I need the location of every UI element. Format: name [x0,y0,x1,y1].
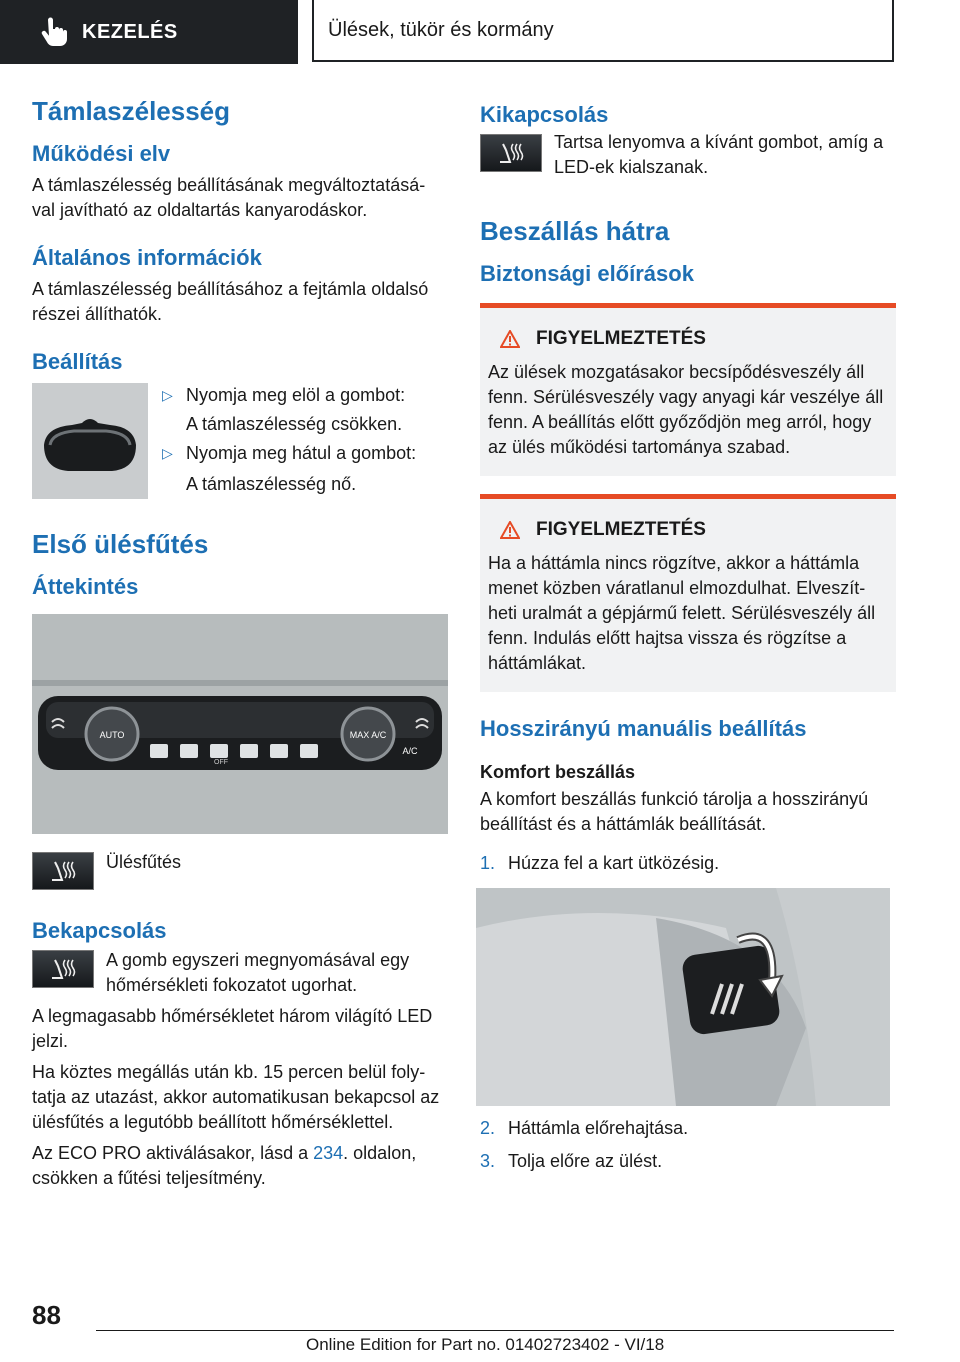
warning-box-1 [480,303,896,476]
switch-on-row [32,950,448,998]
seat-heating-caption: Ülésfűtés [106,852,182,872]
chapter-tab [312,0,894,62]
seat-heating-button-icon [32,950,94,988]
setting-block [32,383,448,499]
setting-result-1: A támlaszélesség csökken. [186,414,403,434]
backrest-width-switch-image [32,383,148,499]
max-ac-label: MAX A/C [349,730,387,740]
warning-triangle-icon [500,521,520,539]
overview-title: Áttekintés [32,574,139,599]
comfort-entry-title: Komfort beszállás [480,762,636,782]
switch-off-title: Kikapcsolás [480,102,609,127]
triangle-bullet-icon: ▷ [162,387,173,403]
resume-paragraph: Ha köztes megállás után kb. 15 percen belül foly-tatja az utazást, akkor automatikusan bekapcsol az ülésfűtés a legutóbb beállított hőmérséklettel. [32,1062,440,1132]
warning-box-2 [480,494,896,692]
general-info-text: A támlaszélesség beállításához a fejtámla oldalsó részei állíthatók. [32,279,429,324]
right-column [480,102,896,1174]
rear-entry-title: Beszállás hátra [480,216,670,246]
page-reference-link[interactable]: 234 [313,1143,344,1163]
left-column [32,96,448,1191]
warning-title: FIGYELMEZTETÉS [536,519,706,540]
setting-result-2: A támlaszélesség nő. [186,474,357,494]
climate-panel-image [32,614,448,834]
backrest-width-title: Támlaszélesség [32,96,231,126]
setting-item-2: ▷ Nyomja meg hátul a gombot: [162,441,416,466]
comfort-entry-text: A komfort beszállás funkció tárolja a hosszirányú beállítást és a háttámlák beállítását. [480,789,869,834]
seat-lever-image [476,888,890,1106]
warning-title: FIGYELMEZTETÉS [536,328,706,349]
eco-pro-paragraph: Az ECO PRO aktiválásakor, lásd a 234. oldalon, csökken a fűtési teljesítmény. [32,1143,417,1188]
seat-heating-icon-row [32,852,448,890]
switch-on-text: A gomb egyszeri megnyomásával egy hőmérsékleti fokozatot ugorhat. [106,950,410,995]
page-number: 88 [32,1300,61,1330]
led-paragraph: A legmagasabb hőmérsékletet három világító LED jelzi. [32,1006,433,1051]
setting-item-1: ▷ Nyomja meg elöl a gombot: [162,383,416,408]
seat-heat-icon [48,958,78,980]
warning-triangle-icon [500,330,520,348]
setting-title: Beállítás [32,349,123,374]
working-principle-title: Működési elv [32,141,171,166]
hand-pointer-icon [38,17,68,47]
switch-off-text: Tartsa lenyomva a kívánt gombot, amíg a LED-ek kialszanak. [554,132,884,177]
step-1: 1. Húzza fel a kart ütközésig. [480,853,720,873]
ac-label: A/C [402,746,418,756]
safety-title: Biztonsági előírások [480,261,694,286]
warning-text: Ha a háttámla nincs rögzítve, akkor a háttámla menet közben váratlanul elmozdulhat. Elveszít-heti uralmát a gépjármű felett. Sérülésveszély áll fenn. Indulás előtt hajtsa vissza és rögzítse a háttámlákat. [488,553,876,673]
working-principle-text: A támlaszélesség beállításának megváltoztatásá-val javítható az oldaltartás kanyarodáskor. [32,175,426,220]
triangle-bullet-icon: ▷ [162,445,173,461]
step-2: 2. Háttámla előrehajtása. [480,1118,689,1138]
edition-text: Online Edition for Part no. 01402723402 - VI/18 [306,1335,665,1354]
auto-label: AUTO [99,730,125,740]
setting-list [162,383,416,497]
manual-adjust-title: Hosszirányú manuális beállítás [480,716,807,741]
chapter-label: Ülések, tükör és kormány [328,18,554,41]
off-label: OFF [214,759,228,766]
section-label: KEZELÉS [82,20,178,43]
switch-off-row [480,134,896,180]
section-tab [0,0,298,64]
general-info-title: Általános információk [32,245,262,270]
seat-heat-icon [48,860,78,882]
switch-on-title: Bekapcsolás [32,918,167,943]
footer-divider [96,1330,894,1331]
seat-heating-title: Első ülésfűtés [32,529,209,559]
step-3: 3. Tolja előre az ülést. [480,1151,663,1171]
seat-heating-button-icon [32,852,94,890]
seat-heating-button-icon [480,134,542,172]
seat-heat-icon [496,142,526,164]
warning-text: Az ülések mozgatásakor becsípődésveszély áll fenn. Sérülésveszély vagy anyagi kár veszélye áll fenn. A beállítás előtt győződjön meg arról, hogy az ülés működési tartománya szabad. [488,362,884,457]
